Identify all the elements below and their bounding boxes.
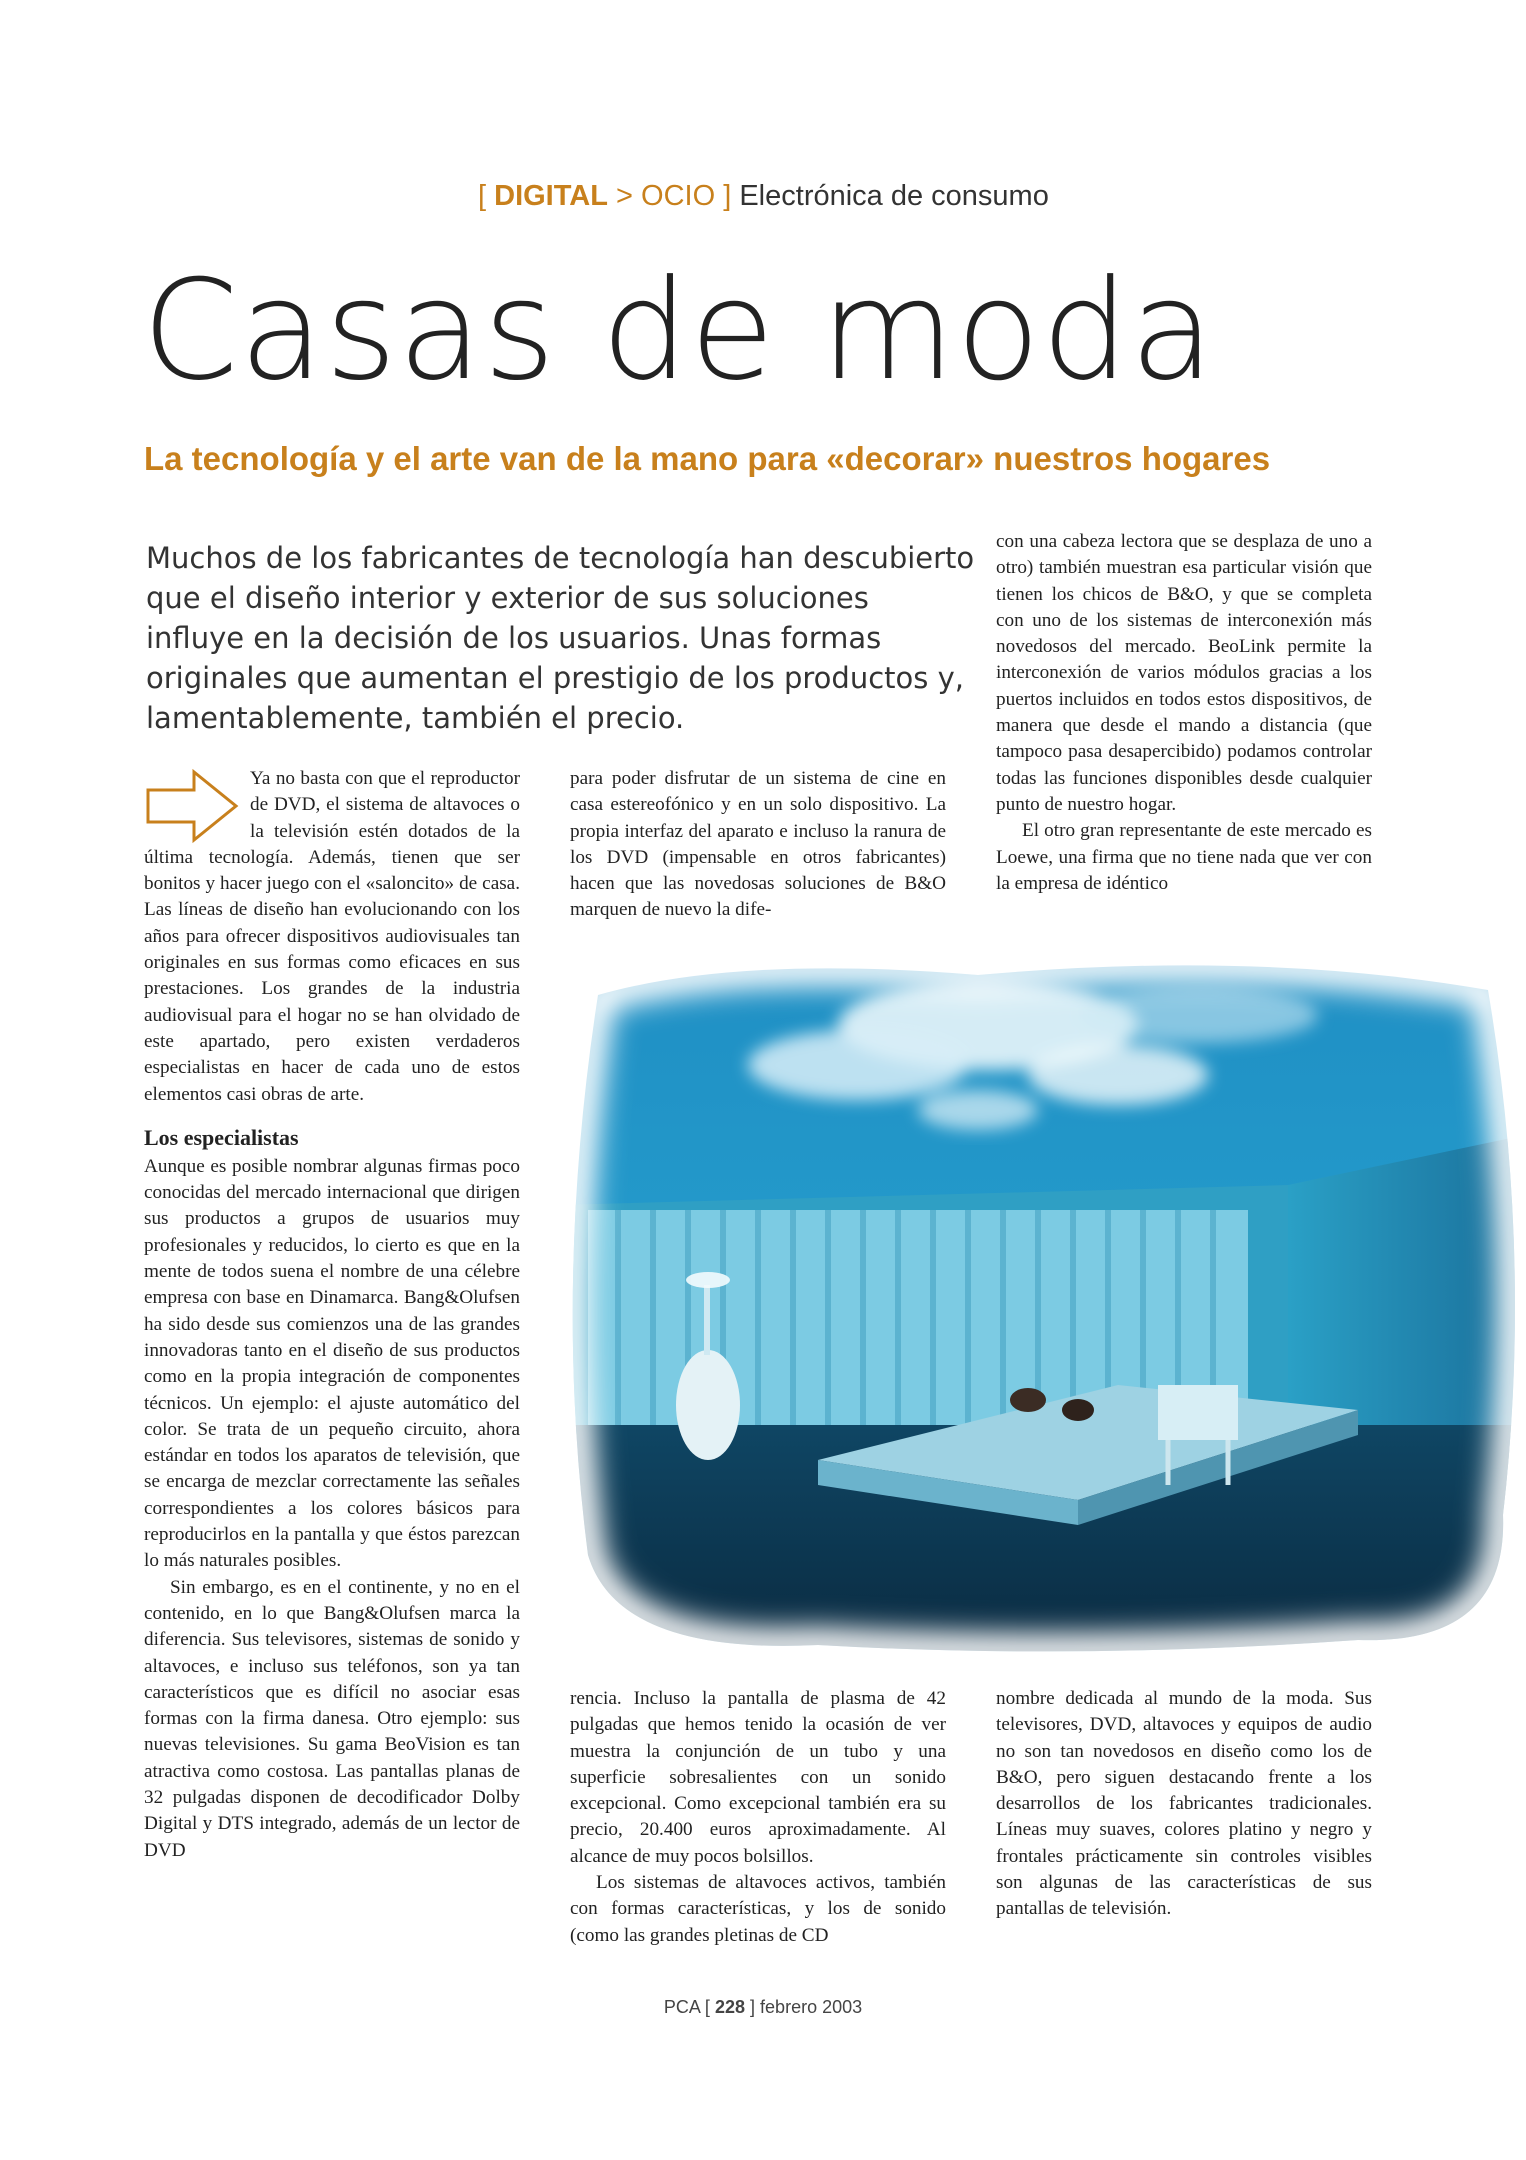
bedroom-photo	[558, 955, 1525, 1655]
article-column-3-bottom	[996, 1686, 1372, 1923]
kicker-separator: >	[616, 180, 633, 212]
body-paragraph: El otro gran representante de este mercado es Loewe, una firma que no tiene nada que ver con la empresa de idéntico	[996, 820, 1372, 894]
page-subtitle: La tecnología y el arte van de la mano para «decorar» nuestros hogares	[144, 440, 1271, 477]
footer-magazine: PCA	[663, 1997, 700, 2017]
body-paragraph: Los sistemas de altavoces activos, también con formas características, y los de sonido (como las grandes pletinas de CD	[570, 1872, 946, 1946]
body-paragraph: Sin embargo, es en el continente, y no en el contenido, en lo que Bang&Olufsen marca la diferencia. Sus televisores, sistemas de sonido y altavoces, e incluso sus teléfonos, son ya tan característicos que es difícil no asociar esas formas con la firma danesa. Otro ejemplo: sus nuevas televisiones. Su gama BeoVision es tan atractiva como costosa. Las pantallas planas de 32 pulgadas disponen de decodificador Dolby Digital y DTS integrado, además de un lector de DVD	[144, 1576, 520, 1861]
page-footer	[0, 1997, 1526, 2018]
body-paragraph: con una cabeza lectora que se desplaza de uno a otro) también muestran esa particular visión que tienen los chicos de B&O, y que se completa con uno de los sistemas de interconexión más novedosos del mercado. BeoLink permite la interconexión de varios módulos gracias a los puertos incluidos en todos estos dispositivos, de manera que desde el mando a distancia (que tampoco pasa desapercibido) podamos controlar todas las funciones disponibles desde cualquier punto de nuestro hogar.	[996, 531, 1372, 815]
body-paragraph: para poder disfrutar de un sistema de cine en casa estereofónico y en un solo dispositivo. La propia interfaz del aparato e incluso la ranura de los DVD (impensable en otros fabricantes) hacen que las novedosas soluciones de B&O marquen de nuevo la dife-	[570, 768, 946, 921]
lede-paragraph: Muchos de los fabricantes de tecnología han descubierto que el diseño interior y exterior de sus soluciones influye en la decisión de los usuarios. Unas formas originales que aumentan el prestigio de los productos y, lamentablemente, también el precio.	[146, 541, 975, 735]
kicker-open-bracket: [	[478, 180, 487, 212]
kicker-section: DIGITAL	[494, 180, 608, 212]
body-paragraph: rencia. Incluso la pantalla de plasma de 42 pulgadas que hemos tenido la ocasión de ver muestra la conjunción de un tubo y una superficie sobresalientes con un sonido excepcional. Como excepcional también era su precio, 20.400 euros aproximadamente. Al alcance de muy pocos bolsillos.	[570, 1688, 946, 1867]
kicker-close-bracket: ]	[723, 180, 732, 212]
intro-paragraph: Ya no basta con que el reproductor de DVD, el sistema de altavoces o la televisión estén dotados de la última tecnología. Además, tienen que ser bonitos y hacer juego con el «saloncito» de casa. Las líneas de diseño han evolucionando con los años para ofrecer dispositivos audiovisuales tan originales en sus formas como eficaces en sus prestaciones. Los grandes de la industria audiovisual para el hogar no se han olvidado de este apartado, pero existen verdaderos especialistas en hacer de cada uno de estos elementos casi obras de arte.	[144, 768, 520, 1105]
arrow-right-outline-icon	[144, 768, 240, 844]
footer-open-bracket: [	[704, 1997, 710, 2017]
footer-close-bracket: ]	[750, 1997, 756, 2017]
kicker-subsection: OCIO	[641, 180, 716, 212]
body-paragraph: nombre dedicada al mundo de la moda. Sus televisores, DVD, altavoces y equipos de audio no son tan novedosos en diseño como los de B&O, pero siguen destacando frente a los desarrollos de los fabricantes tradicionales. Líneas muy suaves, colores platino y negro y frontales prácticamente sin controles visibles son algunas de las características de sus pantallas de televisión.	[996, 1688, 1372, 1920]
article-column-3-top	[996, 529, 1372, 897]
article-column-2-bottom	[570, 1686, 946, 1949]
article-column-2-top	[570, 766, 946, 924]
article-column-1	[144, 766, 520, 1864]
footer-date: febrero 2003	[760, 1997, 863, 2017]
body-paragraph: Aunque es posible nombrar algunas firmas poco conocidas del mercado internacional que dirigen sus productos a grupos de usuarios muy profesionales y reducidos, lo cierto es que en la mente de todos suena el nombre de una célebre empresa con base en Dinamarca. Bang&Olufsen ha sido desde sus comienzos una de las grandes innovadoras tanto en el diseño de sus productos como en la propia integración de componentes técnicos. Un ejemplo: el ajuste automático del color. Se trata de un pequeño circuito, ahora estándar en todos los aparatos de televisión, que se encarga de mezclar correctamente las señales correspondientes a los colores básicos para reproducirlos en la pantalla y que éstos parezcan lo más naturales posibles.	[144, 1155, 520, 1572]
section-kicker	[478, 180, 1049, 213]
kicker-category: Electrónica de consumo	[739, 180, 1049, 212]
page-number: 228	[714, 1997, 745, 2017]
photo-scene	[558, 955, 1525, 1655]
page-title: Casas de moda	[142, 250, 1216, 411]
section-heading-especialistas: Los especialistas	[144, 1124, 299, 1150]
